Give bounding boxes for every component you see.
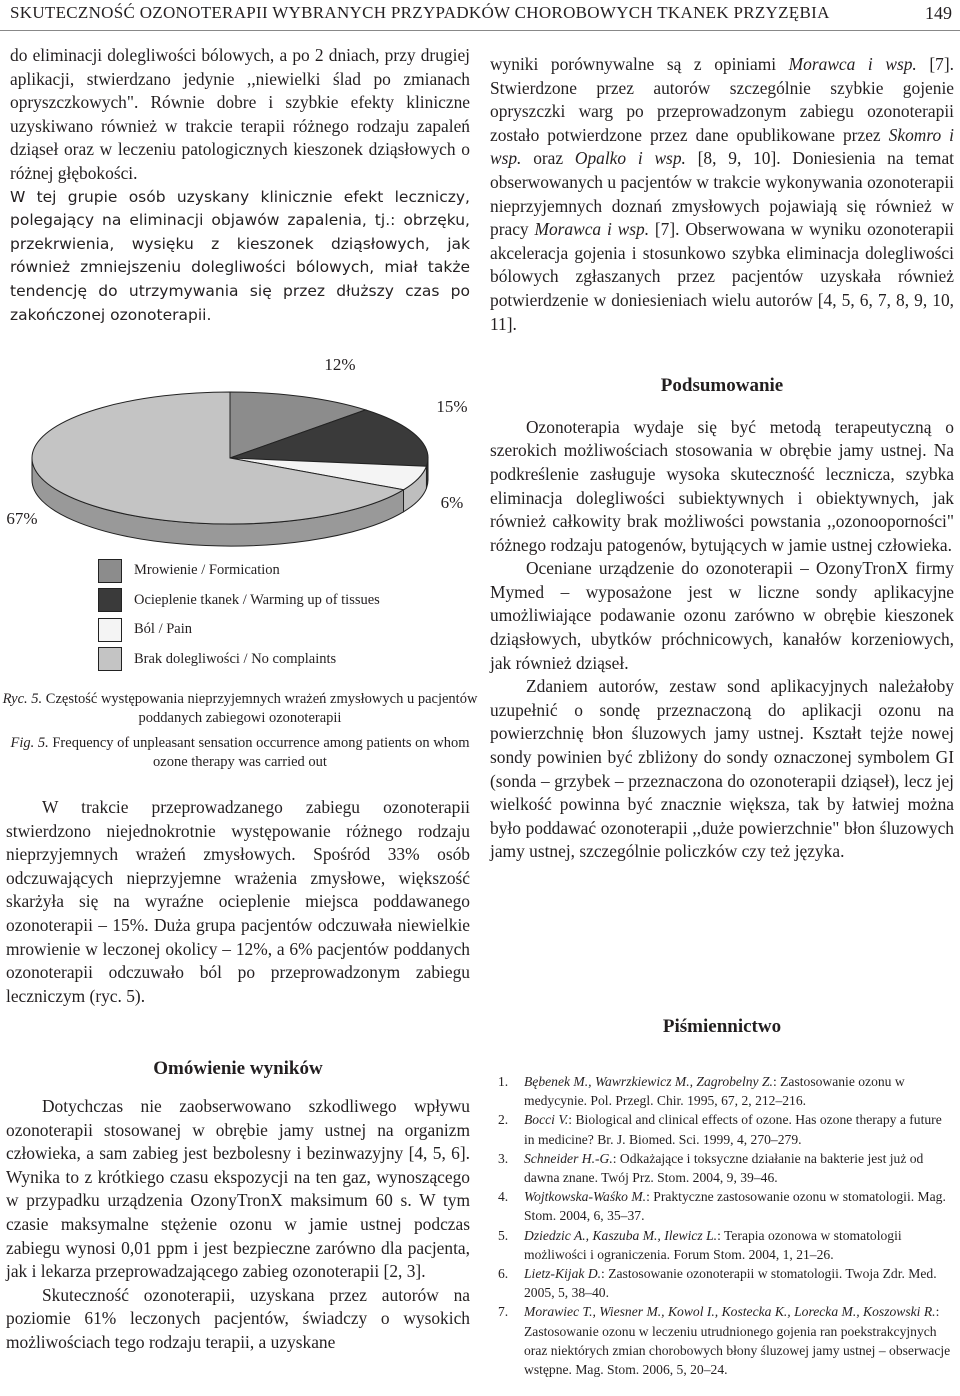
- reference-authors: Wojtkowska-Waśko M.: [524, 1189, 647, 1205]
- reference-authors: Morawiec T., Wiesner M., Kowol I., Kostecka K., Lorecka M., Koszowski R.: [524, 1304, 936, 1320]
- figure-caption-en: [0, 734, 480, 772]
- running-head: SKUTECZNOŚĆ OZONOTERAPII WYBRANYCH PRZYPADKÓW CHOROBOWYCH TKANEK PRZYZĘBIA: [10, 3, 830, 22]
- reference-number: 7.: [498, 1304, 509, 1320]
- page-number: 149: [925, 3, 952, 23]
- pie-data-label: 67%: [6, 509, 38, 528]
- paragraph: Zdaniem autorów, zestaw sond aplikacyjnych należałoby uzupełnić o sondę przeznaczoną do aplikacji ozonu na powierzchnię błon śluzowych jamy ustnej. Kształt tejże nowej sondy powinien być zbliżony do sondy oznaczonej symbolem GI (sonda – grzybek – przeznaczona do ozonoterapii dziąseł), lecz jej wielkość powinna być znacznie większa, tak by łatwiej można było poddawać ozonoterapii ,,duże powierzchnie" błon śluzowych jamy ustnej, szczególnie policzków czy też języka.: [490, 676, 954, 862]
- paragraph: Ozonoterapia wydaje się być metodą terapeutyczną o szerokich możliwościach stosowania w obrębie jamy ustnej. Na podkreślenie zasługuje wysoka skuteczność lecznicza, szybka eliminacja dolegliwości subiektywnych i obiektywnych, jak również całkowity brak możliwości powstania ,,ozonooporności" różnego rodzaju patogenów, bytujących w jamie ustnej człowieka.: [490, 416, 954, 555]
- reference-item: [492, 1264, 954, 1302]
- reference-item: [492, 1110, 954, 1148]
- paragraph: W trakcie przeprowadzanego zabiegu ozonoterapii stwierdzono niejednokrotnie występowanie różnego rodzaju nieprzyjemnych wrażeń zmysłowych. Spośród 33% osób odczuwających nieprzyjemne wrażenia zmysłowe, większość skarżyła się na wyraźne ocieplenie miejsca poddawanego ozonoterapii – 15%. Duża grupa pacjentów odczuwała niewielkie mrowienie w leczonej okolicy – 12%, a 6% pacjentów poddanych ozonoterapii odczuwało ból po przeprowadzonym zabiegu leczniczym (ryc. 5).: [6, 797, 470, 1006]
- reference-text: : Terapia ozonowa w stomatologii możliwości i ograniczenia. Forum Stom. 2004, 1, 21–26.: [524, 1227, 902, 1262]
- caption-label: Ryc. 5.: [2, 691, 43, 707]
- paragraph: wyniki porównywalne są z opiniami Morawca i wsp. [7]. Stwierdzone przez autorów szczególnie szybkie gojenie opryszczki warg po przeprowadzonym zabiegu ozonoterapii zostało potwierdzone przez dane opublikowane przez Skomro i wsp. oraz Opalko i wsp. [8, 9, 10]. Doniesienia na temat obserwowanych u pacjentów w trakcie wykonywania ozonoterapii nieprzyjemnych doznań zmysłowych pojawiają się również w pracy Morawca i wsp. [7]. Obserwowana w wyniku ozonoterapii akceleracja gojenia i stosunkowo szybka eliminacja dolegliwości bólowych zgłaszanych przez pacjentów uzyskała również potwierdzenie w doniesieniach wielu autorów [4, 5, 6, 7, 8, 9, 10, 11].: [490, 54, 954, 334]
- pie-data-label: 6%: [440, 493, 464, 512]
- reference-list: [492, 1072, 954, 1379]
- pie-data-label: 15%: [436, 397, 468, 416]
- right-column-top: [490, 53, 954, 864]
- reference-text: : Odkażające i toksyczne działanie na bakterie jest już od dawna znane. Twój Prz. Stom. 2004, 9, 39–46.: [524, 1150, 924, 1186]
- legend-label: Ból / Pain: [134, 621, 193, 638]
- reference-text: : Zastosowanie ozonu w medycynie. Pol. Przegl. Chir. 1995, 67, 2, 212–216.: [524, 1074, 905, 1109]
- reference-item: [492, 1187, 954, 1225]
- section-heading: Omówienie wyników: [153, 1058, 323, 1080]
- reference-authors: Bocci V.: [524, 1112, 569, 1128]
- reference-item: [492, 1149, 954, 1187]
- legend-label: Mrowienie / Formication: [134, 562, 280, 579]
- caption-label: Fig. 5.: [10, 735, 49, 751]
- paragraph: Skuteczność ozonoterapii, uzyskana przez autorów na poziomie 61% leczonych pacjentów, świadczy o wysokich możliwościach tego rodzaju terapii, a uzyskane: [6, 1284, 470, 1352]
- chart-legend: [98, 556, 478, 674]
- reference-item: [492, 1072, 954, 1110]
- reference-text: : Biological and clinical effects of ozone. Has ozone therapy a future in medicine? Br. J. Biomed. Sci. 1999, 4, 270–279.: [524, 1112, 942, 1147]
- reference-item: [492, 1226, 954, 1264]
- reference-number: 2.: [498, 1112, 509, 1128]
- reference-number: 1.: [498, 1074, 509, 1089]
- reference-text: : Zastosowanie ozonu w leczeniu utrudnionego gojenia ran poekstrakcyjnych oraz niektórych zmian chorobowych błony śluzowej jamy ustnej – obserwacje wstępne. Mag. Stom. 2006, 5, 20–24.: [524, 1304, 951, 1378]
- paragraph: do eliminacji dolegliwości bólowych, a po 2 dniach, przy drugiej aplikacji, stwierdzano jedynie ,,niewielki ślad po zmianach opryszczkowych". Równie dobre i szybkie efekty kliniczne uzyskiwano również w trakcie terapii różnego rodzaju zapaleń dziąseł oraz w leczeniu patologicznych kieszonek dziąsłowych o różnej głębokości.: [10, 45, 470, 183]
- legend-swatch: [98, 618, 122, 642]
- reference-number: 5.: [498, 1227, 509, 1243]
- reference-item: [492, 1302, 954, 1379]
- left-column-top: [10, 44, 470, 327]
- reference-authors: Dziedzic A., Kaszuba M., Ilewicz L.: [524, 1227, 718, 1243]
- reference-number: 3.: [498, 1150, 509, 1166]
- legend-label: Brak dolegliwości / No complaints: [134, 650, 337, 667]
- caption-text: Frequency of unpleasant sensation occurrence among patients on whom ozone therapy was carried out: [52, 735, 470, 770]
- legend-entry: [98, 556, 478, 586]
- reference-text: : Zastosowanie ozonoterapii w stomatologii. Twoja Zdr. Med. 2005, 5, 38–40.: [524, 1266, 937, 1301]
- section-heading: Podsumowanie: [660, 375, 784, 397]
- legend-swatch: [98, 647, 122, 671]
- figure-caption-pl: [0, 690, 480, 728]
- legend-entry: [98, 615, 478, 645]
- reference-number: 4.: [498, 1189, 509, 1205]
- reference-authors: Lietz-Kijak D.: [524, 1266, 602, 1282]
- paragraph: Dotychczas nie zaobserwowano szkodliwego wpływu ozonoterapii stosowanej w obrębie jamy ustnej na organizm człowieka, a sam zabieg jest bezbolesny i bezinwazyjny [4, 5, 6]. Wynika to z krótkiego czasu ekspozycji na ten gaz, wynoszącego w przypadku urządzenia OzonyTronX maksimum 60 s. W tym czasie maksymalne stężenie ozonu w jamie ustnej podczas zabiegu wynosi 0,01 ppm i jest bezpieczne zarówno dla pacjenta, jak i lekarza przeprowadzającego zabieg ozonoterapii [2, 3].: [6, 1095, 470, 1282]
- legend-entry: [98, 645, 478, 675]
- caption-text: Częstość występowania nieprzyjemnych wrażeń zmysłowych u pacjentów poddanych zabiegowi ozonoterapii: [45, 691, 478, 726]
- paragraph: W tej grupie osób uzyskany klinicznie efekt leczniczy, polegający na eliminacji objawów zapalenia, tj.: obrzęku, przekrwienia, wysięku z kieszonek dziąsłowych, jak również zmniejszeniu dolegliwości bólowych, miał także tendencję do utrzymywania się przez dłuższy czas po zakończonej ozonoterapii.: [10, 187, 470, 324]
- legend-entry: [98, 586, 478, 616]
- reference-authors: Bębenek M., Wawrzkiewicz M., Zagrobelny Z.: [524, 1074, 773, 1089]
- legend-swatch: [98, 588, 122, 612]
- legend-label: Ocieplenie tkanek / Warming up of tissues: [134, 591, 380, 608]
- paragraph: Oceniane urządzenie do ozonoterapii – OzonyTronX firmy Mymed – wyposażone jest w liczne sondy aplikacyjne umożliwiające podawanie ozonu zarówno w obrębie kieszonek dziąsłowych, ubytków próchnicowych, kanałów korzeniowych, jak również dziąseł.: [490, 558, 954, 673]
- section-heading: Piśmiennictwo: [662, 1016, 782, 1037]
- page-header: [0, 0, 960, 31]
- reference-text: : Praktyczne zastosowanie ozonu w stomatologii. Mag. Stom. 2004, 6, 35–37.: [524, 1189, 946, 1224]
- reference-authors: Schneider H.-G.: [524, 1150, 613, 1166]
- pie-data-label: 12%: [324, 355, 356, 374]
- reference-number: 6.: [498, 1266, 509, 1282]
- legend-swatch: [98, 559, 122, 583]
- left-column-bottom: [6, 796, 470, 1354]
